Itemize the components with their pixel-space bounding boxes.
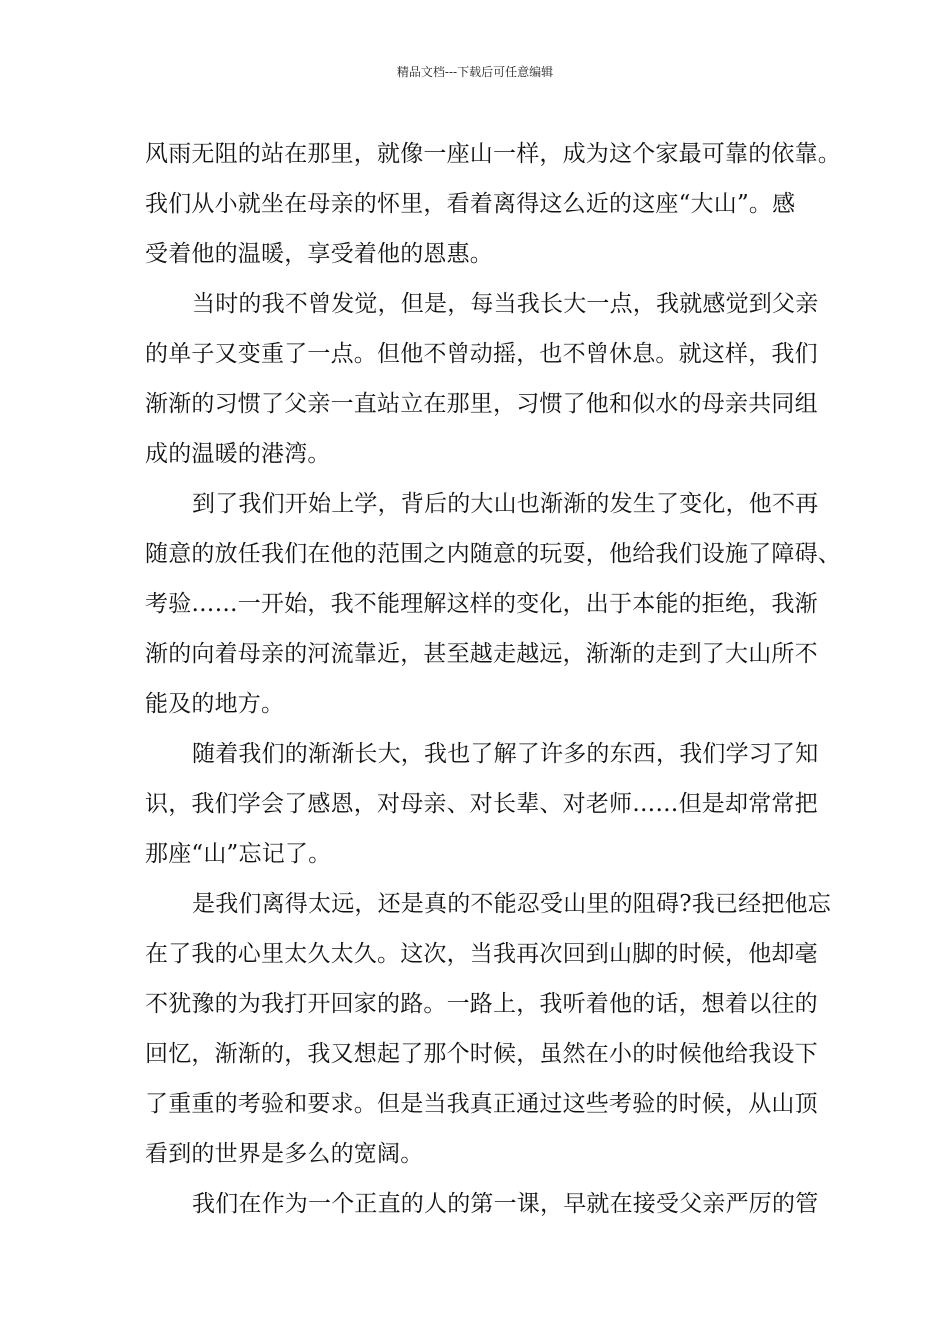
text-line: 了重重的考验和要求。但是当我真正通过这些考验的时候，从山顶 (145, 1091, 818, 1117)
text-line: 不犹豫的为我打开回家的路。一路上，我听着他的话，想着以往的 (145, 991, 818, 1017)
text-line: 受着他的温暖，享受着他的恩惠。 (145, 241, 493, 267)
text-line: 风雨无阻的站在那里，就像一座山一样，成为这个家最可靠的依靠。 (145, 141, 841, 167)
body-text (145, 129, 845, 1229)
text-line: 成的温暖的港湾。 (145, 441, 331, 467)
paragraph-first-line: 当时的我不曾发觉，但是，每当我长大一点，我就感觉到父亲 (192, 291, 819, 317)
text-line: 那座“山”忘记了。 (145, 841, 332, 867)
paragraph-first-line: 是我们离得太远，还是真的不能忍受山里的阻碍?我已经把他忘 (192, 891, 831, 917)
text-line: 看到的世界是多么的宽阔。 (145, 1141, 424, 1167)
text-line: 的单子又变重了一点。但他不曾动摇，也不曾休息。就这样，我们 (145, 341, 818, 367)
page-header: 精品文档---下载后可任意编辑 (396, 65, 554, 79)
text-line: 渐渐的习惯了父亲一直站立在那里，习惯了他和似水的母亲共同组 (145, 391, 818, 417)
paragraph-first-line: 随着我们的渐渐长大，我也了解了许多的东西，我们学习了知 (192, 741, 819, 767)
text-line: 渐的向着母亲的河流靠近，甚至越走越远，渐渐的走到了大山所不 (145, 641, 818, 667)
text-line: 在了我的心里太久太久。这次，当我再次回到山脚的时候，他却毫 (145, 941, 818, 967)
paragraph-first-line: 到了我们开始上学，背后的大山也渐渐的发生了变化，他不再 (192, 491, 819, 517)
text-line: 考验……一开始，我不能理解这样的变化，出于本能的拒绝，我渐 (145, 591, 818, 617)
text-line: 识，我们学会了感恩，对母亲、对长辈、对老师……但是却常常把 (145, 791, 818, 817)
text-line: 回忆，渐渐的，我又想起了那个时候，虽然在小的时候他给我设下 (145, 1041, 818, 1067)
text-line: 随意的放任我们在他的范围之内随意的玩耍，他给我们设施了障碍、 (145, 541, 841, 567)
text-line: 我们从小就坐在母亲的怀里，看着离得这么近的这座“大山”。感 (145, 191, 796, 217)
paragraph-first-line: 我们在作为一个正直的人的第一课，早就在接受父亲严厉的管 (192, 1191, 819, 1217)
text-line: 能及的地方。 (145, 691, 285, 717)
